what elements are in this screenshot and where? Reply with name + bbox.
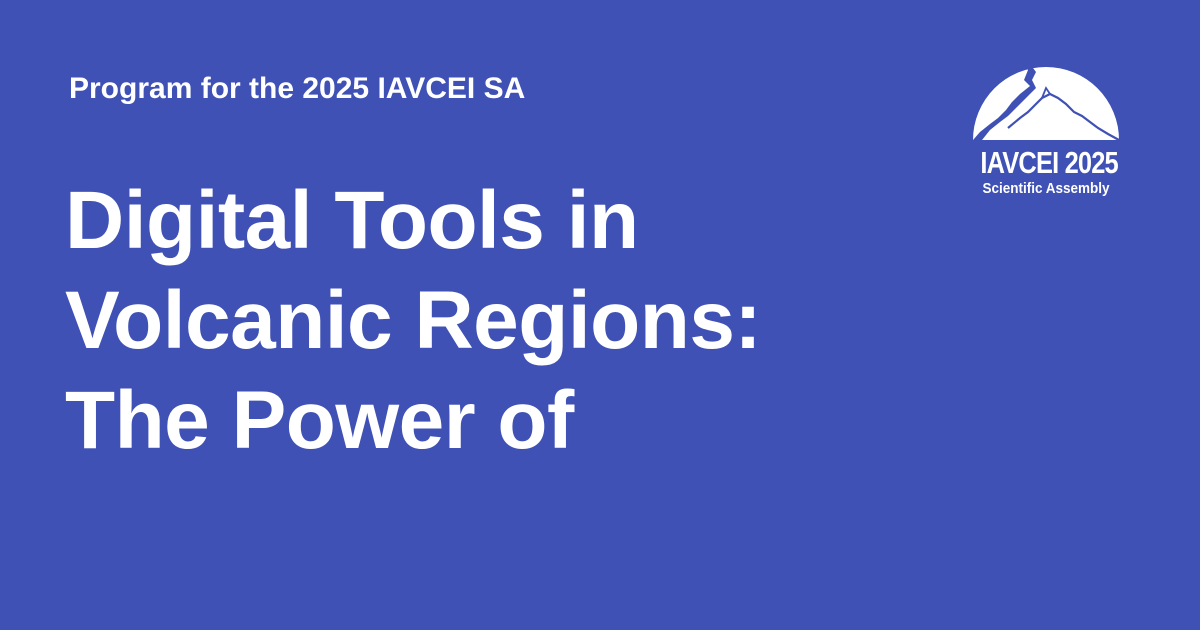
title-line-3: The Power of [65,375,574,466]
program-subtitle: Program for the 2025 IAVCEI SA [69,72,526,105]
iavcei-logo [966,58,1126,206]
logo-name: IAVCEI 2025 [980,145,1118,180]
session-title [65,171,925,471]
logo-tagline: Scientific Assembly [982,180,1110,197]
title-line-1: Digital Tools in [65,175,639,266]
volcano-semicircle-icon [970,58,1122,142]
title-line-2: Volcanic Regions: [65,275,762,366]
